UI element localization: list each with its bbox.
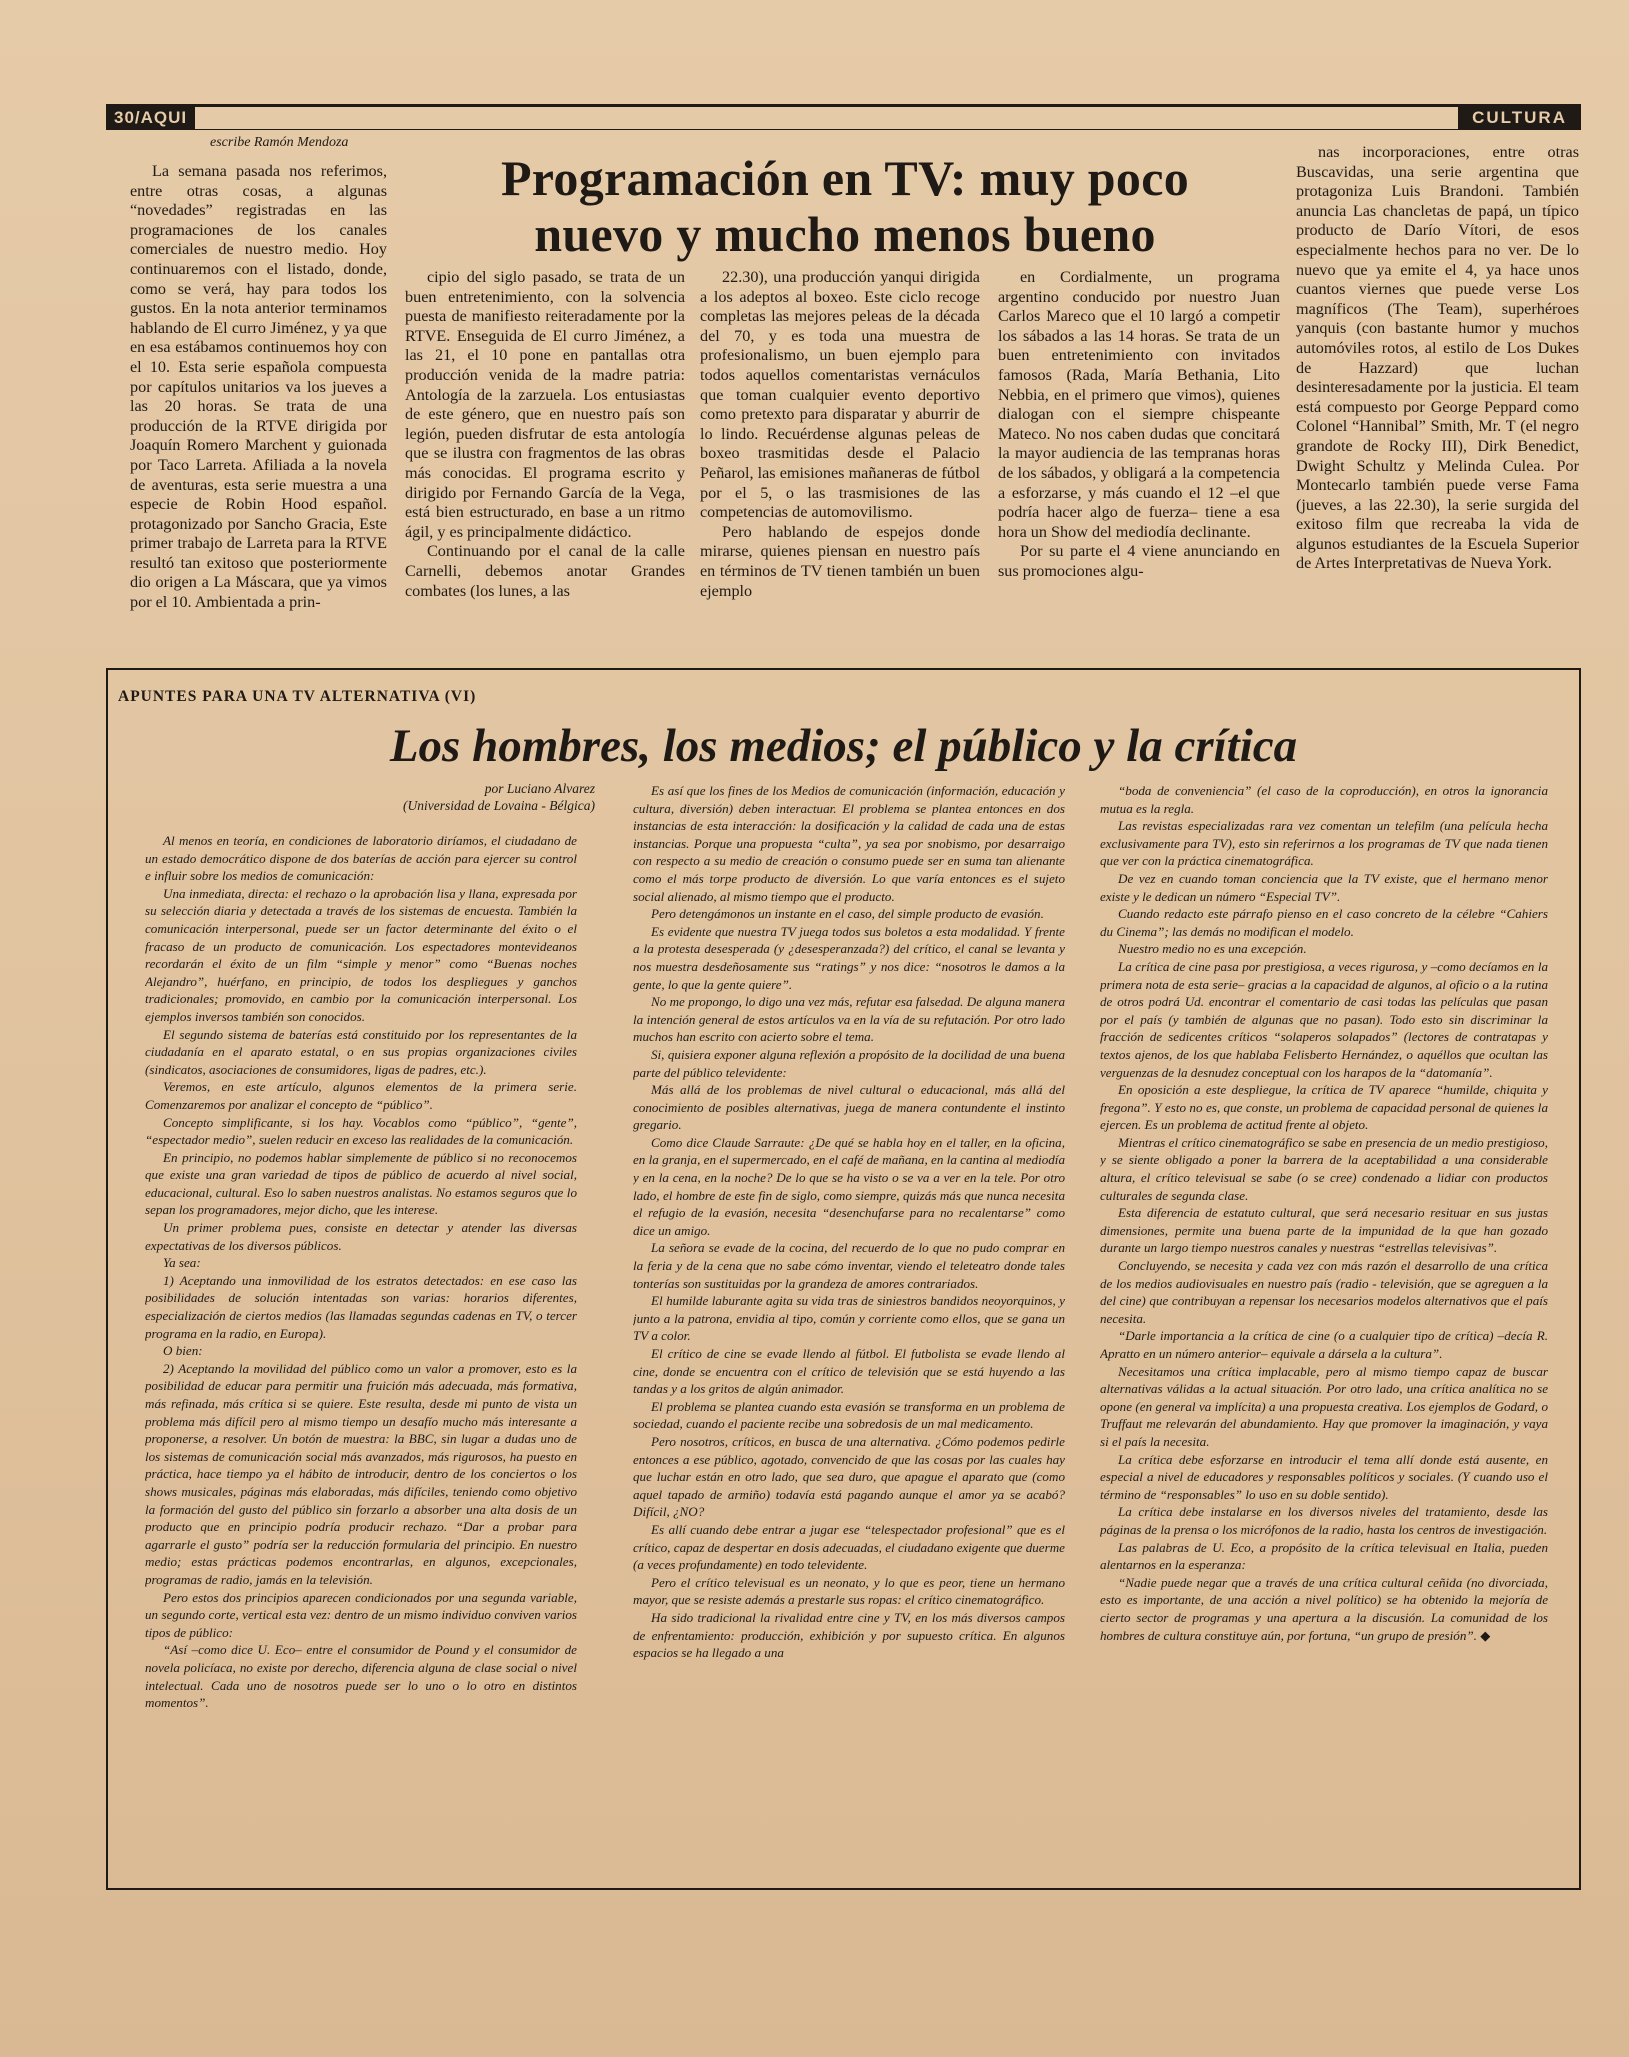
paragraph: cipio del siglo pasado, se trata de un buen entretenimiento, con la solvencia puesta de manifiesto reiteradamente por la RTVE. Enseguida de El curro Jiménez, a las 21, el 10 pone en pantallas otra producción venida de la madre patria: Antología de la zarzuela. Los entusiastas de este género, que en nuestro país son legión, pueden disfrutar de esta antología que se ilustra con fragmentos de las obras más conocidas. El programa escrito y dirigido por Fernando García de la Vega, está bien estructurado, en base a un ritmo ágil, y es principalmente didáctico. bbox=[405, 268, 685, 541]
paragraph: Pero estos dos principios aparecen condicionados por una segunda variable, un segundo corte, vertical esta vez: dentro de un mismo individuo conviven varios tipos de público: bbox=[145, 1589, 577, 1640]
paragraph: En principio, no podemos hablar simplemente de público si no reconocemos que existe una gran variedad de tipos de público de acuerdo al nivel social, educacional, cultural. Eso lo saben nuestros analistas. No estamos seguros que lo sepan los programadores, mejor dicho, que les interese. bbox=[145, 1149, 577, 1218]
paragraph: La crítica de cine pasa por prestigiosa, a veces rigurosa, y –como decíamos en la primera nota de esta serie– gracias a la capacidad de algunos, al oficio o a la rutina de otros podrá Ud. encontrar el comentario de casi todas las películas que pasan por el país (y también de algunas que no pasan). Todo esto sin discriminar la fracción de sedicentes críticos “solaperos solapados” (lectores de contratapas y textos ajenos, de los que hablaba Felisberto Hernández, o aquéllos que ocultan las verguenzas de la desnudez conceptual con los harapos de la “datomanía”. bbox=[1100, 958, 1548, 1080]
paragraph: Más allá de los problemas de nivel cultural o educacional, más allá del conocimiento de posibles alternativas, juega de manera contundente el instinto gregario. bbox=[633, 1082, 1065, 1133]
paragraph: “Darle importancia a la crítica de cine (o a cualquier tipo de crítica) –decía R. Apratto en un número anterior– equivale a dársela a la cultura”. bbox=[1100, 1328, 1548, 1361]
paragraph: Es así que los fines de los Medios de comunicación (información, educación y cultura, diversión) deben interactuar. El problema se plantea entonces en dos instancias de esta interacción: la dosificación y la calidad de cada una de estas instancias. Porque una propuesta “culta”, ya sea por snobismo, por desarraigo con respecto a su medio de creación o consumo puede ser en suma tan alienante como el más torpe producto de diversión. Lo que varía entonces es el sujeto social alienado, al mismo tiempo que el producto. bbox=[633, 783, 1065, 904]
paragraph: De vez en cuando toman conciencia que la TV existe, que el hermano menor existe y le dedican un número “Especial TV”. bbox=[1100, 870, 1548, 904]
paragraph: Veremos, en este artículo, algunos elementos de la primera serie. Comenzaremos por analizar el concepto de “público”. bbox=[145, 1079, 577, 1112]
paragraph: Mientras el crítico cinematográfico se sabe en presencia de un medio prestigioso, y se siente obligado a poner la barrera de la aceptabilidad a una considerable altura, el crítico televisual se sabe (o se cree) condenado a lidiar con productos culturales de segunda clase. bbox=[1100, 1134, 1548, 1203]
paragraph: 22.30), una producción yanqui dirigida a los adeptos al boxeo. Este ciclo recoge completas las mejores peleas de la década del 70, y es toda una muestra de profesionalismo, un buen ejemplo para todos aquellos comentaristas vernáculos que toman cualquier evento deportivo como pretexto para disparatar y aburrir de lo lindo. Recuérdense algunas peleas de boxeo trasmitidas desde el Palacio Peñarol, las emisiones mañaneras de fútbol por el 5, o las trasmisiones de las competencias de automovilismo. bbox=[700, 268, 980, 522]
boxed-article-column-1 bbox=[145, 832, 577, 1882]
paragraph: 2) Aceptando la movilidad del público como un valor a promover, esto es la posibilidad de educar para permitir una fruición más adecuada, más formativa, más refinada, más crítica si se quiere. Este resulta, desde mi punto de vista un problema más difícil pero al mismo tiempo un desafío mucho más interesante a proponerse, a resolver. Un botón de muestra: la BBC, sin lugar a dudas uno de los sistemas de comunicación social más avanzados, más rigurosos, ha puesto en práctica, hace tiempo ya el hábito de introducir, dentro de los conciertos o los shows musicales, páginas más elaboradas, más difíciles, teniendo como objetivo la formación del gusto del público sin forzarlo a absorber una alta dosis de un producto que en principio podría producir rechazo. “Dar a probar para agarrarle el gusto” podría ser la reducción formularia del principio. En nuestro medio; estas prácticas podemos encontrarlas, en algunos, excepcionales, programas de radio, jamás en la televisión. bbox=[145, 1360, 577, 1587]
paragraph: Esta diferencia de estatuto cultural, que será necesario resituar en sus justas dimensiones, permite una buena parte de la impunidad de la que han gozado durante un largo tiempo nuestros canales y nuestras “estrellas televisivas”. bbox=[1100, 1205, 1548, 1256]
paragraph: Concluyendo, se necesita y cada vez con más razón el desarrollo de una crítica de los medios audiovisuales en nuestro país (radio - televisión, que se agreguen a la del cine) que contribuyan a repensar los necesarios modelos alternativos que el país necesita. bbox=[1100, 1258, 1548, 1326]
paragraph: Es allí cuando debe entrar a jugar ese “telespectador profesional” que es el crítico, capaz de despertar en dosis adecuadas, el ciudadano exigente que duerme (a veces profundamente) en todo televidente. bbox=[633, 1521, 1065, 1573]
paragraph: Las palabras de U. Eco, a propósito de la crítica televisual en Italia, pueden alentarnos en la esperanza: bbox=[1100, 1539, 1548, 1573]
paragraph: No me propongo, lo digo una vez más, refutar esa falsedad. De alguna manera la intención general de estos artículos va en la vía de su refutación. Por otro lado muchos han escrito con acierto sobre el tema. bbox=[633, 994, 1065, 1045]
paragraph: Las revistas especializadas rara vez comentan un telefilm (una película hecha exclusivamente para TV), esto sin referirnos a los programas de TV que nada tienen que ver con la práctica cinematográfica. bbox=[1100, 818, 1548, 869]
paragraph: nas incorporaciones, entre otras Buscavidas, una serie argentina que protagoniza Luis Brandoni. También anuncia Las chancletas de papá, un típico producto de Darío Vítori, de esos especialmente hechos para no ver. De lo nuevo que ya emite el 4, ya hace unos cuantos viernes que puede verse Los magníficos (The Team), superhéroes yanquis (con bastante humor y muchos automóviles rotos, al estilo de Los Dukes de Hazzard) que luchan desinteresadamente por la justicia. El team está compuesto por George Peppard como Colonel “Hannibal” Smith, Mr. T (el negro grandote de Rocky III), Dirk Benedict, Dwight Schultz y Melinda Culea. Por Montecarlo también puede verse Fama (jueves, a las 22.30), la serie surgida del exitoso film que recreaba la vida de algunos estudiantes de la Escuela Superior de Artes Interpretativas de Nueva York. bbox=[1296, 143, 1579, 573]
paragraph: Ya sea: bbox=[163, 1255, 201, 1271]
paragraph: “Así –como dice U. Eco– entre el consumidor de Pound y el consumidor de novela policíaca, no existe por derecho, diferencia alguna de clase social o nivel intelectual. Cada uno de nosotros puede ser lo uno o lo otro en distintos momentos”. bbox=[145, 1642, 577, 1711]
paragraph: Una inmediata, directa: el rechazo o la aprobación lisa y llana, expresada por su selección diaria y detectada a través de los sistemas de encuesta. También la comunicación interpersonal, puede ser un factor determinante del éxito o el fracaso de un producto de comunicación. Los espectadores montevideanos recordarán el éxito de un film “simple y menor” como “Buenas noches Alejandro”, huérfano, en principio, de todos los despliegues y ganchos tradicionales; promovido, en cambio por la comunicación interpersonal. Los ejemplos inversos también son conocidos. bbox=[145, 885, 577, 1024]
paragraph: Continuando por el canal de la calle Carnelli, debemos anotar Grandes combates (los lunes, a las bbox=[405, 542, 685, 600]
paragraph bbox=[1100, 1574, 1548, 1644]
paragraph: La crítica debe esforzarse en introducir el tema allí donde está ausente, en especial a nivel de educadores y responsables políticos y sociales. (Y cuando uso el término de “responsables” lo uso en su doble sentido). bbox=[1100, 1451, 1548, 1502]
paragraph: El crítico de cine se evade llendo al fútbol. El futbolista se evade llendo al cine, donde se encuentra con el crítico de televisión que se está huyendo a las tandas y a los gritos de algún animador. bbox=[633, 1346, 1065, 1397]
top-article-column-2 bbox=[405, 268, 685, 660]
paragraph: Un primer problema pues, consiste en detectar y atender las diversas expectativas de los diversos públicos. bbox=[145, 1220, 577, 1253]
paragraph: 1) Aceptando una inmovilidad de los estratos detectados: en ese caso las posibilidades de solución intentadas son varias: horarios diferentes, especialización de ciertos medios (las llamadas segundas cadenas en TV, o tercer programa en la radio, en Europa). bbox=[145, 1272, 577, 1341]
end-of-article-diamond-icon: ◆ bbox=[1480, 1627, 1491, 1643]
paragraph: Pero hablando de espejos donde mirarse, quienes piensan en nuestro país en términos de TV tienen también un buen ejemplo bbox=[700, 522, 980, 600]
author-affiliation: (Universidad de Lovaina - Bélgica) bbox=[403, 798, 595, 813]
paragraph: El humilde laburante agita su vida tras de siniestros bandidos neoyorquinos, y junto a la patrona, envidia al tipo, común y corriente como ellos, que se gana un TV a color. bbox=[633, 1293, 1065, 1344]
top-article-byline: escribe Ramón Mendoza bbox=[210, 135, 349, 150]
paragraph: Pero nosotros, críticos, en busca de una alternativa. ¿Cómo podemos pedirle entonces a ese público, agotado, convencido de que las cosas por las cuales hay que luchar están en otro lado, que sea duro, que apague el aparato que (como aquel tapado de armiño) todavía está pagando aunque el amor ya se acabó? Difícil, ¿NO? bbox=[633, 1433, 1065, 1520]
paragraph: Si, quisiera exponer alguna reflexión a propósito de la docilidad de una buena parte del público televidente: bbox=[633, 1046, 1065, 1080]
boxed-article-column-3 bbox=[1100, 782, 1548, 1882]
page-header bbox=[106, 104, 1581, 130]
paragraph: Necesitamos una crítica implacable, pero al mismo tiempo capaz de buscar alternativas válidas a la actual situación. Por otro lado, una crítica analítica no se opone (en general va implícita) a una propuesta creativa. Los ejemplos de Godard, o Truffaut me relevarán del abundamiento. Hay que promover la imaginación, y vaya si el país la necesita. bbox=[1100, 1363, 1548, 1449]
page-number: 30/AQUI bbox=[106, 107, 195, 129]
paragraph: Cuando redacto este párrafo pienso en el caso concreto de la célebre “Cahiers du Cinema”; las demás no modifican el modelo. bbox=[1100, 906, 1548, 939]
paragraph: La crítica debe instalarse en los diversos niveles del tratamiento, desde las páginas de la prensa o los micrófonos de la radio, hasta los centros de investigación. bbox=[1100, 1504, 1548, 1537]
headline-line-2: nuevo y mucho menos bueno bbox=[534, 206, 1156, 262]
boxed-article-author bbox=[330, 780, 595, 814]
boxed-article-column-2 bbox=[633, 782, 1065, 1882]
paragraph: La señora se evade de la cocina, del recuerdo de lo que no pudo comprar en la feria y de la cena que no sabe cómo inventar, viendo el teleteatro donde tales tonterías son sustituidas por la grandeza de amores contrariados. bbox=[633, 1240, 1065, 1291]
paragraph: Pero el crítico televisual es un neonato, y lo que es peor, tiene un hermano mayor, que se resiste además a prestarle sus ropas: el crítico cinematográfico. bbox=[633, 1574, 1065, 1608]
paragraph: O bien: bbox=[163, 1343, 203, 1359]
paragraph: Concepto simplificante, si los hay. Vocablos como “público”, “gente”, “espectador medio”, suelen reducir en exceso las realidades de la comunicación. bbox=[145, 1114, 577, 1148]
paragraph: En oposición a este despliegue, la crítica de TV aparece “humilde, chiquita y fregona”. Y esto no es, que conste, un problema de capacidad personal de quienes la ejercen. Es un problema de actitud frente al objeto. bbox=[1100, 1082, 1548, 1133]
top-article-column-5 bbox=[1296, 143, 1579, 660]
paragraph: Pero detengámonos un instante en el caso, del simple producto de evasión. bbox=[651, 906, 1044, 922]
paragraph: en Cordialmente, un programa argentino conducido por nuestro Juan Carlos Mareco que el 10 largó a competir los sábados a las 14 horas. Se trata de un buen entretenimiento con invitados famosos (Rada, María Bethania, Lito Nebbia, en el primero que vimos), quienes dialogan con el siempre chispeante Mateco. No nos caben dudas que concitará la mayor audiencia de las tempranas horas de los sábados, y obligará a la competencia a esforzarse, y más cuando el 12 –el que podría hacer algo de fuerza– tiene a esa hora un Show del mediodía declinante. bbox=[998, 268, 1280, 541]
top-article-column-3 bbox=[700, 268, 980, 660]
top-article-column-1 bbox=[130, 162, 387, 660]
headline-line-1: Programación en TV: muy poco bbox=[500, 150, 1190, 206]
paragraph: Es evidente que nuestra TV juega todos sus boletos a esta modalidad. Y frente a la protesta desesperada (y ¿desesperanzada?) del crítico, el canal se levanta y nos muestra desdeñosamente sus “ratings” y nos dice: “nosotros le damos a la gente, lo que la gente quiere”. bbox=[633, 923, 1065, 992]
paragraph: La semana pasada nos referimos, entre otras cosas, a algunas “novedades” registradas en las programaciones de los canales comerciales de nuestro medio. Hoy continuaremos con el listado, donde, como se verá, hay para todos los gustos. En la nota anterior terminamos hablando de El curro Jiménez, y ya que en esa estábamos continuemos hoy con el 10. Esta serie española compuesta por capítulos unitarios va los jueves a las 20 horas. Se trata de una producción de la RTVE dirigida por Joaquín Romero Marchent y guionada por Taco Larreta. Afiliada a la novela de aventuras, esta serie muestra a una especie de Robin Hood español. protagonizado por Sancho Gracia, Este primer trabajo de Larreta para la RTVE resultó tan exitoso que posteriormente dio origen a La Máscara, que ya vimos por el 10. Ambientada a prin- bbox=[130, 162, 387, 612]
paragraph: “boda de conveniencia” (el caso de la coproducción), en otros la ignorancia mutua es la regla. bbox=[1100, 783, 1548, 816]
paragraph: Ha sido tradicional la rivalidad entre cine y TV, en los más diversos campos de enfrentamiento: producción, exhibición y por supuesto crítica. En algunos espacios se ha llegado a una bbox=[633, 1609, 1065, 1661]
paragraph: El problema se plantea cuando esta evasión se transforma en un problema de sociedad, cuando el paciente recibe una sobredosis de un mal medicamento. bbox=[633, 1398, 1065, 1432]
top-article-headline bbox=[430, 150, 1260, 262]
closing-quote-text: “Nadie puede negar que a través de una crítica cultural ceñida (no divorciada, esto es importante, de una acción a nivel político) se ha obtenido la mejoría de cierto sector de programas y una apertura a la discusión. La comunidad de los hombres de cultura constituye aún, por fortuna, “un grupo de presión”. bbox=[1100, 1574, 1548, 1643]
paragraph: Al menos en teoría, en condiciones de laboratorio diríamos, el ciudadano de un estado democrático dispone de dos baterías de acción para ejercer su control e influir sobre los medios de comunicación: bbox=[145, 833, 577, 884]
paragraph: Nuestro medio no es una excepción. bbox=[1118, 941, 1307, 957]
paragraph: Por su parte el 4 viene anunciando en sus promociones algu- bbox=[998, 542, 1280, 580]
boxed-article-title: Los hombres, los medios; el público y la crítica bbox=[389, 720, 1298, 772]
section-label: CULTURA bbox=[1458, 107, 1581, 129]
paragraph: El segundo sistema de baterías está constituido por los representantes de la ciudadanía en el aparato estatal, o en sus propias organizaciones civiles (sindicatos, asociaciones de consumidores, ligas de padres, etc.). bbox=[145, 1026, 577, 1077]
paragraph: Como dice Claude Sarraute: ¿De qué se habla hoy en el taller, en la oficina, en la granja, en el supermercado, en el café de mañana, en la cantina al mediodía y en la cena, en la noche? De lo que se ha visto o se va a ver en la tele. Por otro lado, el hombre de este fin de siglo, como siempre, quizás más que nunca necesita el refugio de la evasión, necesita “desenchufarse para no recalentarse” como dice un amigo. bbox=[633, 1134, 1065, 1238]
author-name: por Luciano Alvarez bbox=[484, 781, 595, 796]
boxed-article-kicker: APUNTES PARA UNA TV ALTERNATIVA (VI) bbox=[118, 688, 477, 705]
top-article-column-4 bbox=[998, 268, 1280, 660]
